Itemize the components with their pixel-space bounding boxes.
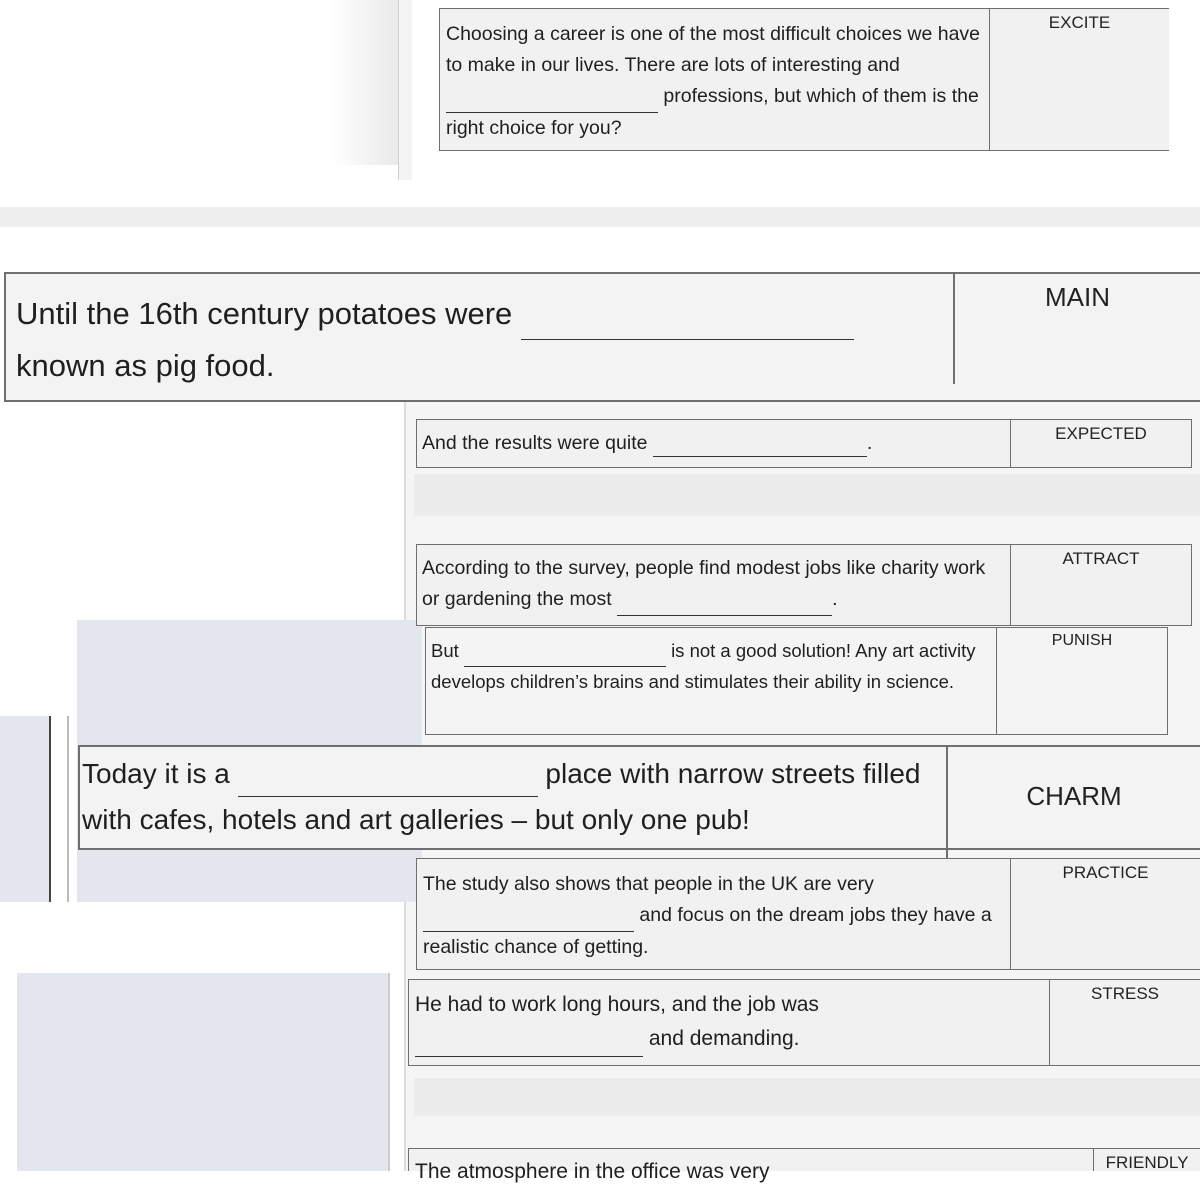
keyword-label: MAIN [953, 274, 1200, 384]
exercise-sentence: But is not a good solution! Any art activity develops children’s brains and stimulates their ability in science. [426, 628, 997, 734]
answer-blank[interactable] [617, 584, 832, 616]
answer-blank[interactable] [238, 751, 538, 797]
keyword-label: CHARM [946, 747, 1200, 876]
exercise-card [408, 1148, 1200, 1183]
exercise-card [78, 745, 1200, 850]
background-strip [0, 207, 1200, 227]
exercise-sentence: And the results were quite . [417, 420, 1011, 467]
answer-blank[interactable] [446, 81, 658, 113]
keyword-label: EXCITE [1048, 13, 1111, 32]
divider-line [67, 716, 69, 902]
exercise-card [4, 272, 1200, 402]
answer-blank[interactable] [464, 636, 666, 667]
gap-band [414, 1078, 1200, 1116]
background-frame [398, 0, 412, 180]
exercise-sentence: The study also shows that people in the UK are very and focus on the dream jobs they have a realistic chance of getting. [417, 859, 1011, 969]
keyword-label: PRACTICE [1062, 863, 1149, 882]
exercise-card [416, 419, 1192, 468]
divider-line [49, 716, 51, 902]
exercise-sentence: Today it is a place with narrow streets filled with cafes, hotels and art galleries – but only one pub! [80, 747, 946, 848]
exercise-sentence: The atmosphere in the office was very [409, 1149, 1094, 1171]
exercise-sentence: He had to work long hours, and the job was and demanding. [409, 980, 1050, 1065]
exercise-card [416, 858, 1200, 970]
exercise-sentence: Choosing a career is one of the most difficult choices we have to make in our lives. There are lots of interesting and professions, but which of them is the right choice for you? [440, 9, 990, 150]
exercise-card [408, 979, 1200, 1066]
answer-blank[interactable] [653, 430, 867, 457]
exercise-sentence: Until the 16th century potatoes were known as pig food. [6, 274, 953, 400]
keyword-label: FRIENDLY [1105, 1153, 1189, 1172]
keyword-label: PUNISH [1051, 632, 1113, 649]
keyword-label: ATTRACT [1062, 549, 1140, 568]
gap-band [414, 474, 1200, 516]
exercise-card [416, 544, 1192, 626]
gray-block [0, 716, 49, 902]
exercise-sentence: According to the survey, people find modest jobs like charity work or gardening the most . [417, 545, 1011, 625]
keyword-label: STRESS [1090, 984, 1160, 1003]
answer-blank[interactable] [521, 288, 854, 340]
answer-blank[interactable] [415, 1022, 643, 1057]
exercise-card [425, 627, 1168, 735]
exercise-card [439, 8, 1169, 151]
gray-block [17, 973, 390, 1171]
answer-blank[interactable] [423, 900, 634, 932]
divider-line [388, 973, 390, 1171]
keyword-label: EXPECTED [1055, 424, 1147, 443]
